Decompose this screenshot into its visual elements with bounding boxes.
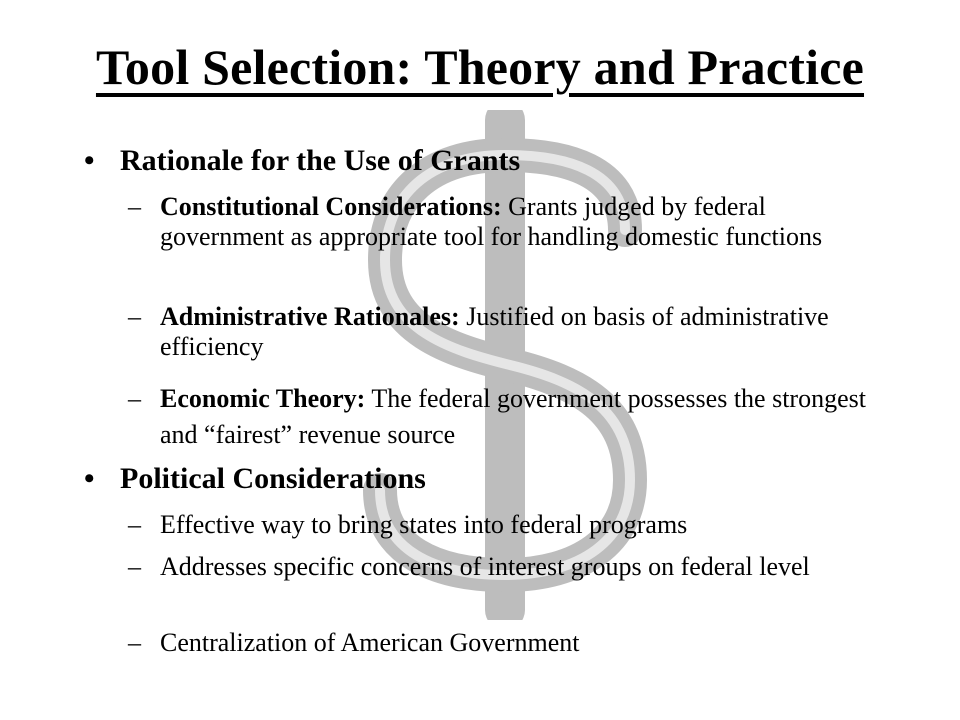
slide-title: Tool Selection: Theory and Practice	[95, 39, 865, 95]
section-heading-text: Political Considerations	[120, 462, 426, 495]
item-text: The federal government possesses the strongest and “fairest” revenue source	[160, 384, 866, 449]
item-text: Effective way to bring states into federal programs	[160, 510, 688, 539]
section-heading-text: Rationale for the Use of Grants	[120, 144, 521, 177]
list-item	[128, 552, 868, 582]
dash-icon: –	[128, 384, 141, 413]
item-text: Grants judged by federal government as appropriate tool for handling domestic functions	[160, 192, 823, 251]
dash-icon: –	[128, 628, 141, 657]
item-bold-label: Economic Theory:	[160, 384, 366, 413]
item-bold-label: Administrative Rationales:	[160, 302, 460, 331]
bullet-icon: •	[84, 144, 95, 177]
item-text: Addresses specific concerns of interest groups on federal level	[160, 552, 810, 581]
item-text: Justified on basis of administrative efficiency	[160, 302, 829, 361]
dash-icon: –	[128, 510, 141, 539]
section-heading-grants	[84, 144, 520, 178]
item-text: Centralization of American Government	[160, 628, 580, 657]
list-item	[128, 628, 868, 658]
dash-icon: –	[128, 192, 141, 221]
section-heading-political	[84, 462, 426, 496]
list-item	[128, 510, 868, 540]
dash-icon: –	[128, 302, 141, 331]
item-bold-label: Constitutional Considerations:	[160, 192, 502, 221]
list-item	[128, 302, 868, 362]
list-item	[128, 381, 868, 453]
list-item	[128, 192, 868, 252]
bullet-icon: •	[84, 462, 95, 495]
dash-icon: –	[128, 552, 141, 581]
